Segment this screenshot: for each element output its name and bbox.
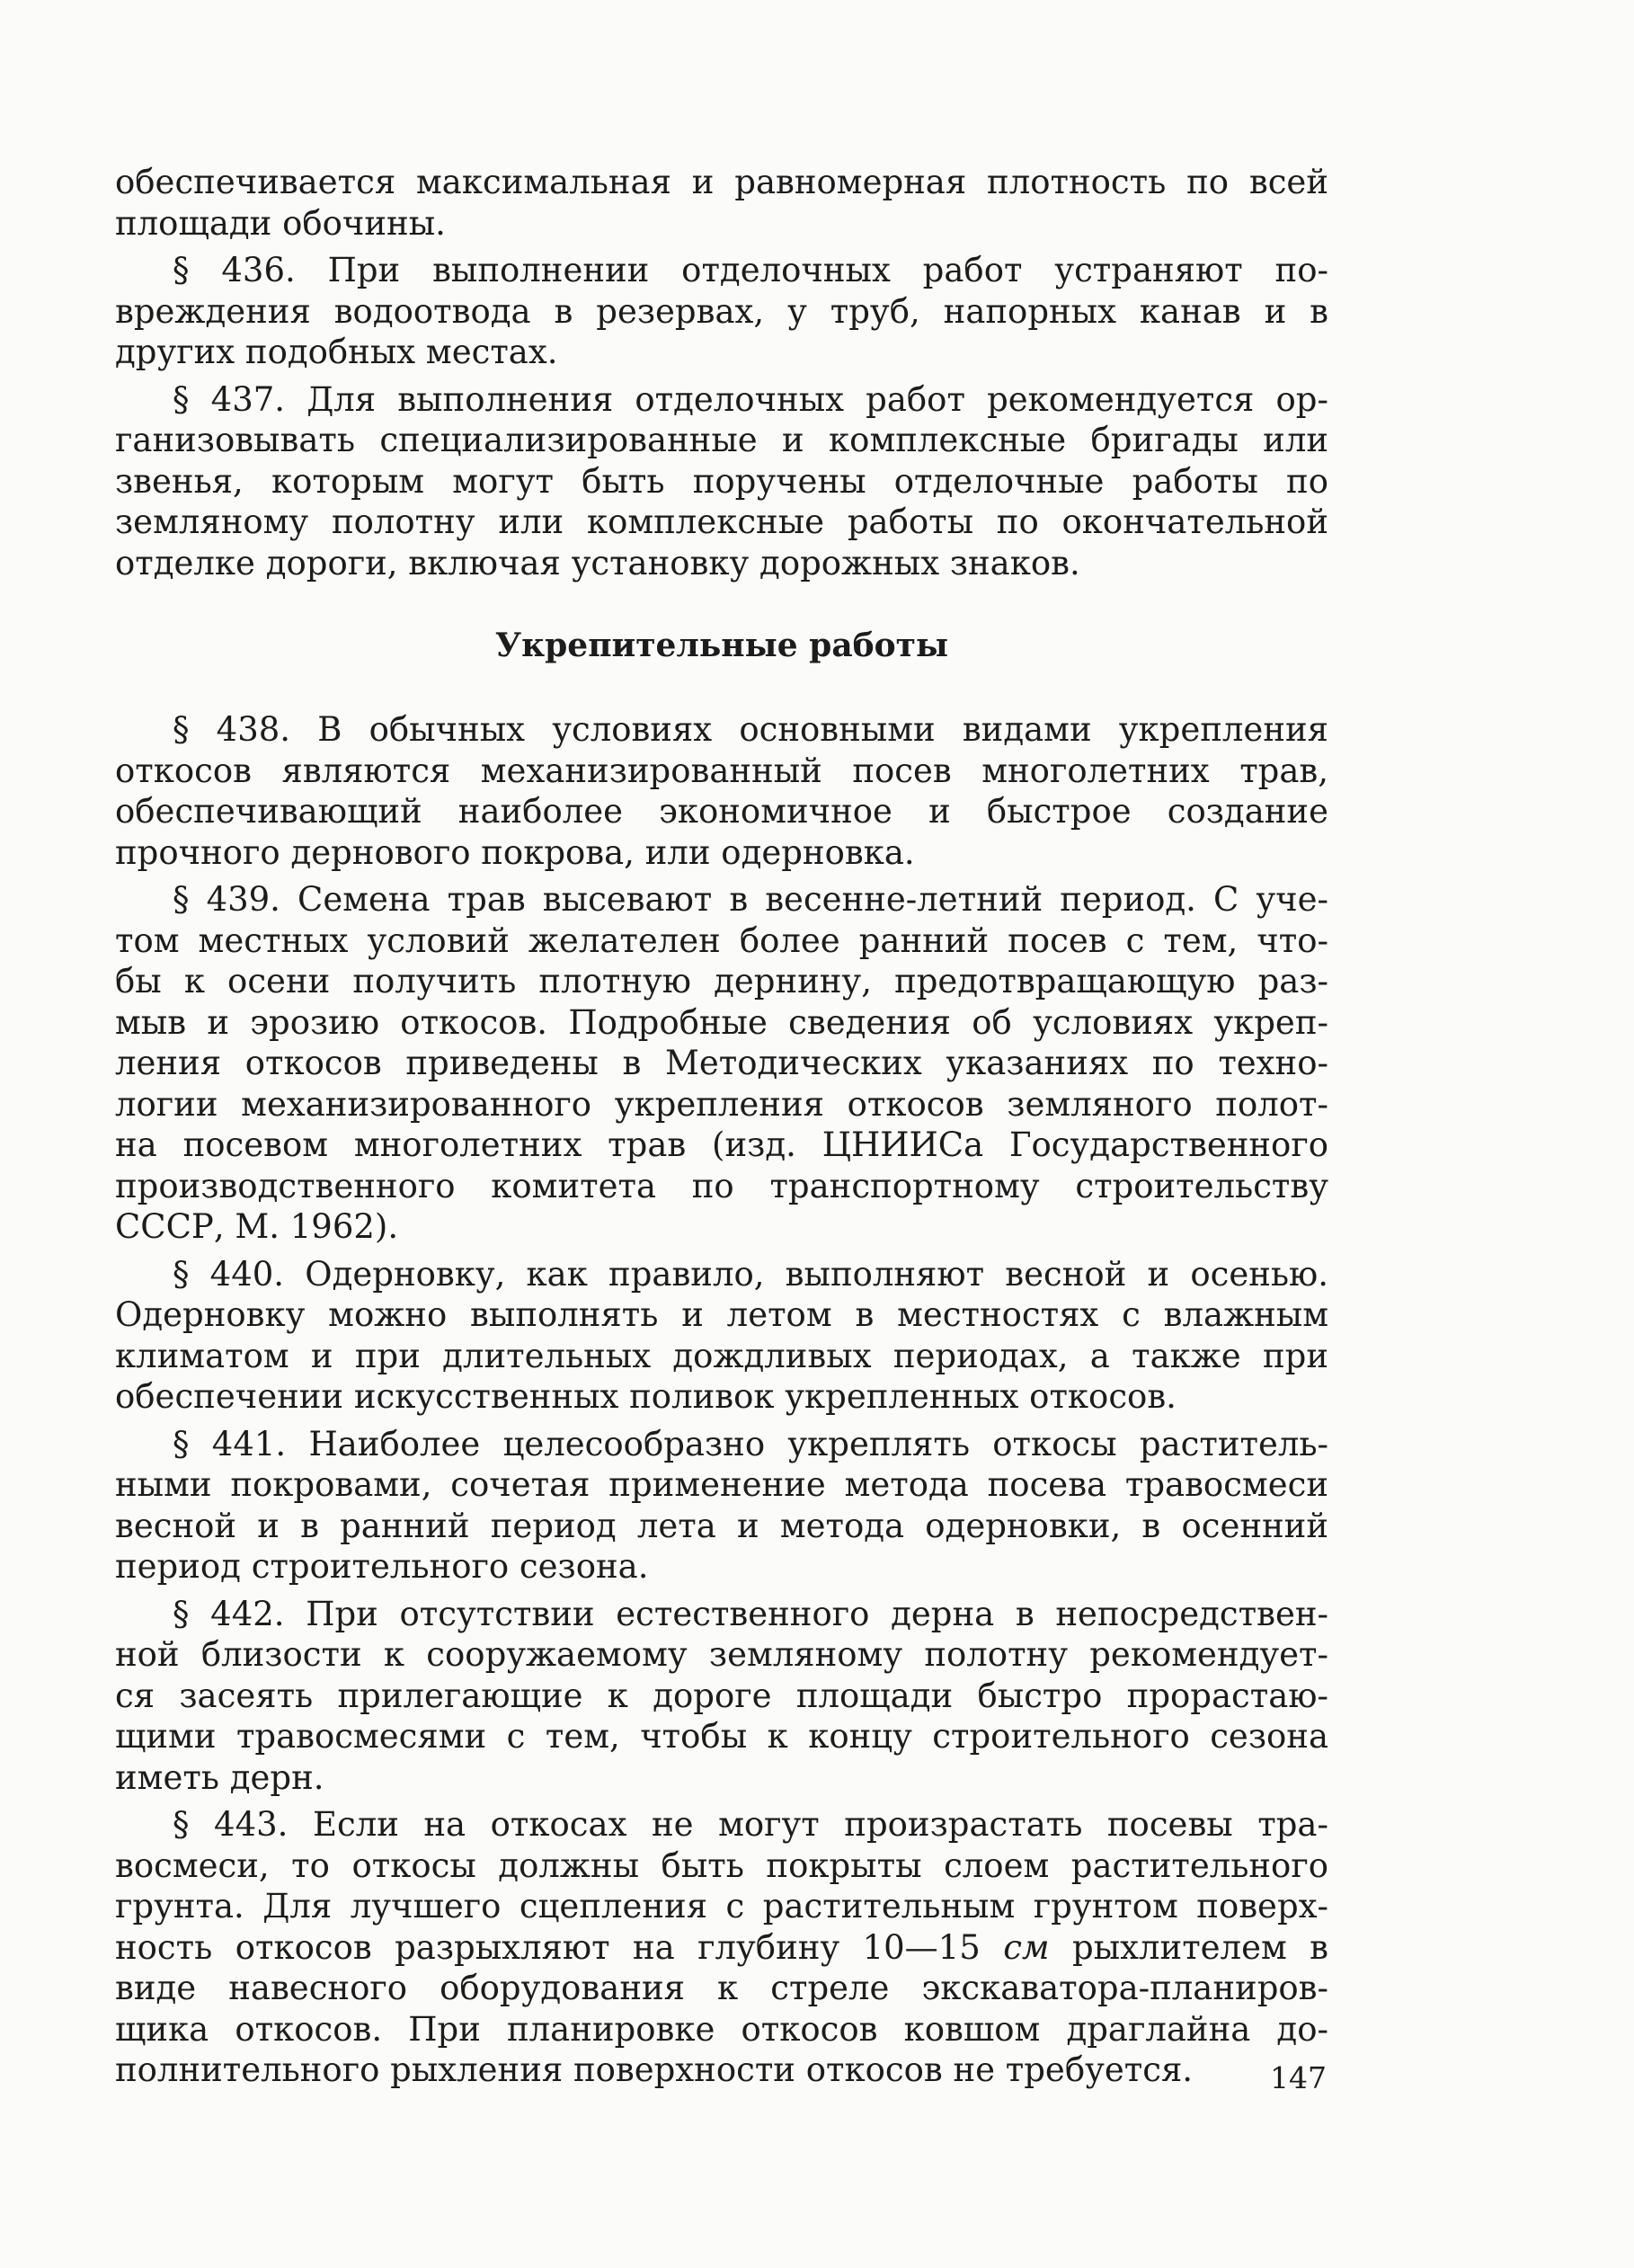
- section-heading: Укрепительные работы: [494, 627, 949, 664]
- text-line: откосов являются механизированный посев многолетних трав,: [115, 751, 1328, 790]
- text-line: § 436. При выполнении отделочных работ устраняют по-: [173, 251, 1328, 289]
- text-line: ся засеять прилегающие к дороге площади быстро прорастаю-: [115, 1676, 1328, 1715]
- text-line: Одерновку можно выполнять и летом в местностях с влажным: [115, 1295, 1328, 1334]
- paragraph-442: [115, 1594, 1328, 1799]
- text-line: ными покровами, сочетая применение метода посева травосмеси: [115, 1465, 1328, 1504]
- text-line: на посевом многолетних трав (изд. ЦНИИСа Государственного: [115, 1125, 1328, 1164]
- text-fragment: ность откосов разрыхляют на глубину 10—15: [115, 1927, 981, 1967]
- text-line: период строительного сезона.: [115, 1547, 649, 1586]
- paragraph-436: [115, 250, 1328, 373]
- text-line: щими травосмесями с тем, чтобы к концу строительного сезона: [115, 1717, 1328, 1756]
- text-line: вреждения водоотвода в резервах, у труб, напорных канав и в: [115, 291, 1328, 331]
- text-fragment: рыхлителем в: [1072, 1927, 1329, 1967]
- text-line: обеспечивается максимальная и равномерная плотность по всей: [115, 163, 1328, 201]
- text-line: виде навесного оборудования к стреле экскаватора-планиров-: [115, 1969, 1328, 2007]
- text-line: СССР, М. 1962).: [115, 1207, 399, 1246]
- text-line: производственного комитета по транспортному строительству: [115, 1166, 1328, 1205]
- text-line: § 440. Одерновку, как правило, выполняют весной и осенью.: [173, 1254, 1328, 1294]
- text-line: звенья, которым могут быть поручены отделочные работы по: [115, 461, 1328, 501]
- text-line: обеспечивающий наиболее экономичное и быстрое создание: [115, 792, 1328, 831]
- text-line: щика откосов. При планировке откосов ковшом драглайна до-: [115, 2009, 1328, 2049]
- text-line: § 439. Семена трав высевают в весенне-летний период. С уче-: [173, 880, 1328, 919]
- paragraph-440: [115, 1254, 1328, 1418]
- text-line: полнительного рыхления поверхности откосов не требуется.: [115, 2050, 1194, 2089]
- paragraph-441: [115, 1424, 1328, 1588]
- text-line: грунта. Для лучшего сцепления с растительным грунтом поверх-: [115, 1887, 1328, 1926]
- text-line: земляному полотну или комплексные работы по окончательной: [115, 503, 1328, 541]
- paragraph-438: [115, 709, 1328, 873]
- paragraph-443: [115, 1804, 1328, 2091]
- text-line: § 441. Наиболее целесообразно укреплять откосы раститель-: [173, 1424, 1328, 1463]
- text-line: мыв и эрозию откосов. Подробные сведения об условиях укреп-: [115, 1002, 1328, 1042]
- text-line: отделке дороги, включая установку дорожных знаков.: [115, 543, 1080, 583]
- text-line: § 442. При отсутствии естественного дерна в непосредствен-: [173, 1594, 1328, 1633]
- text-line: весной и в ранний период лета и метода одерновки, в осенний: [115, 1506, 1328, 1545]
- paragraph-437: [115, 379, 1328, 584]
- text-line: бы к осени получить плотную дернину, предотвращающую раз-: [115, 962, 1328, 1001]
- text-line: других подобных местах.: [115, 333, 558, 371]
- text-line: § 438. В обычных условиях основными видами укрепления: [173, 710, 1328, 749]
- paragraph-439: [115, 879, 1328, 1248]
- text-line: § 443. Если на откосах не могут произрастать посевы тра-: [173, 1805, 1328, 1844]
- text-line: прочного дернового покрова, или одерновка.: [115, 832, 915, 872]
- text-line: логии механизированного укрепления откосов земляного полот-: [115, 1084, 1328, 1124]
- text-line: иметь дерн.: [115, 1757, 324, 1797]
- continuation-text: [115, 162, 1328, 244]
- text-line: обеспечении искусственных поливок укрепленных откосов.: [115, 1377, 1177, 1416]
- text-line: ганизовывать специализированные и комплексные бригады или: [115, 421, 1328, 459]
- text-line: восмеси, то откосы должны быть покрыты слоем растительного: [115, 1846, 1328, 1885]
- text-line-with-unit: [115, 1927, 1328, 1969]
- text-line: климатом и при длительных дождливых периодах, а также при: [115, 1336, 1328, 1375]
- page-body: [115, 162, 1328, 2091]
- text-line: § 437. Для выполнения отделочных работ рекомендуется ор-: [173, 379, 1328, 419]
- unit-label: см: [1003, 1927, 1050, 1967]
- text-line: ной близости к сооружаемому земляному полотну рекомендует-: [115, 1635, 1328, 1674]
- page-number: 147: [1270, 2060, 1327, 2095]
- text-line: площади обочины.: [115, 203, 446, 243]
- text-line: том местных условий желателен более ранний посев с тем, что-: [115, 921, 1328, 960]
- text-line: ления откосов приведены в Методических указаниях по техно-: [115, 1044, 1328, 1082]
